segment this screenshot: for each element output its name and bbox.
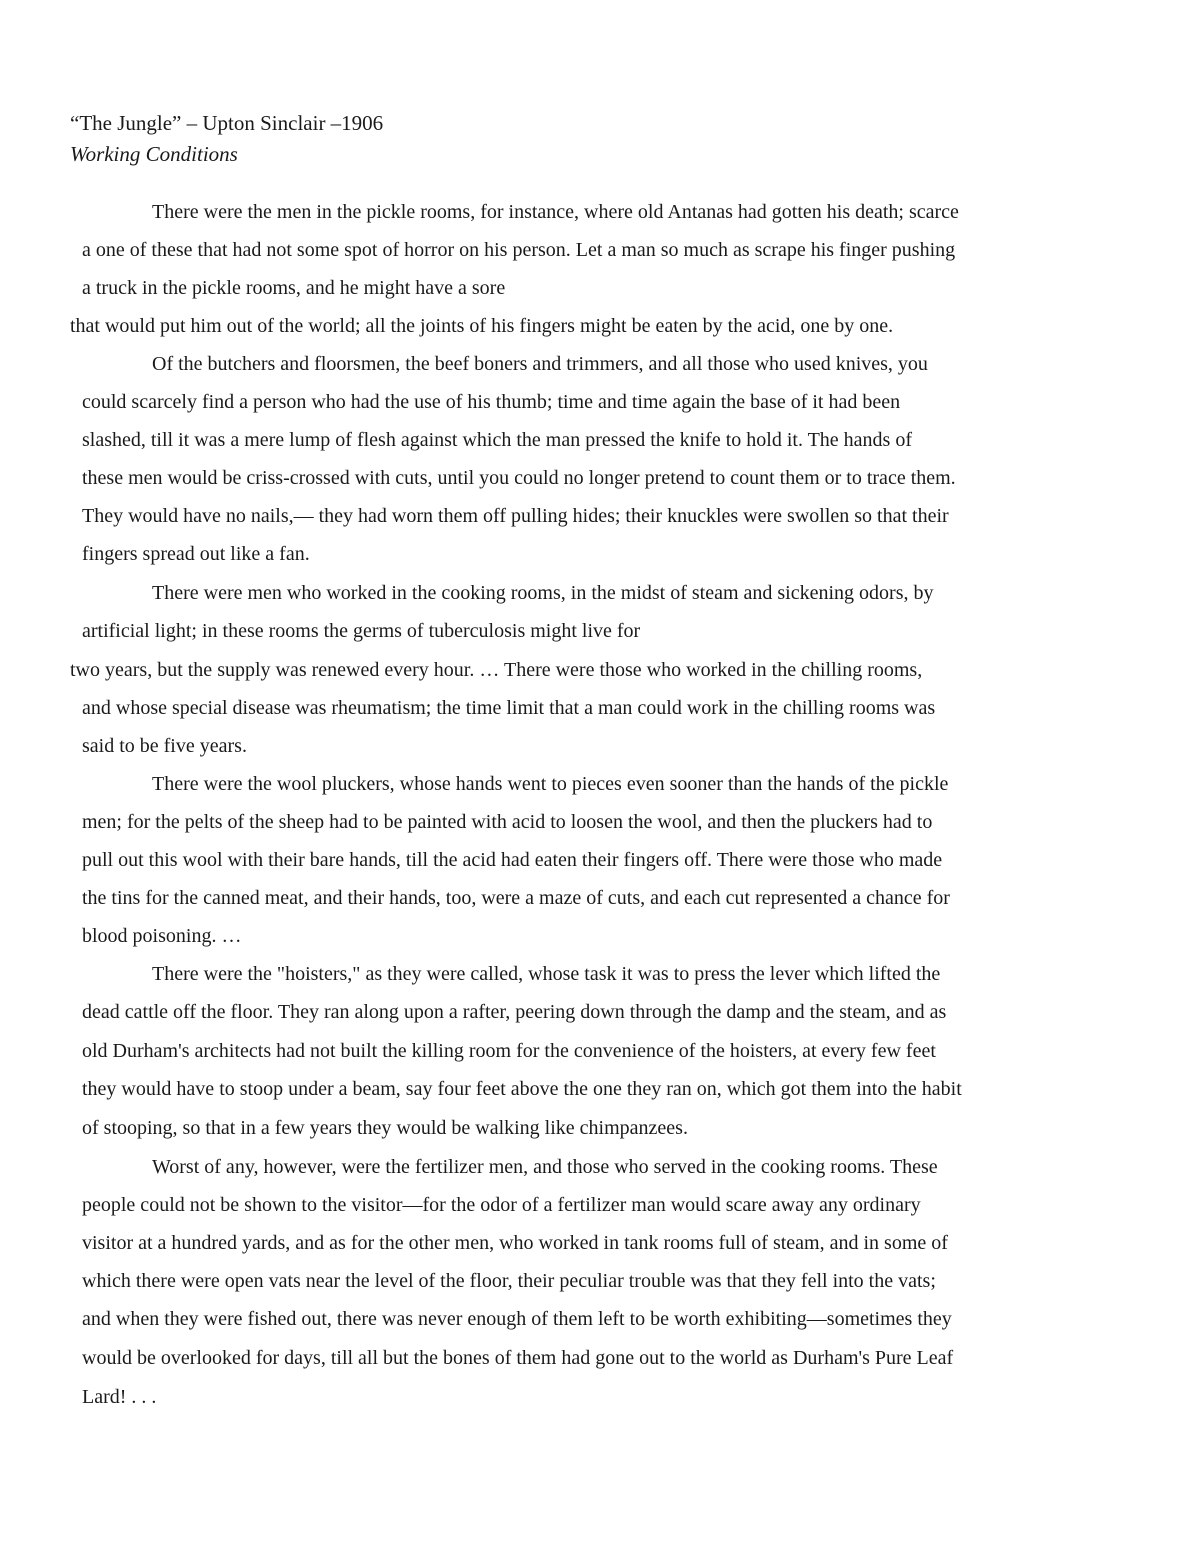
text-line: they would have to stoop under a beam, say four feet above the one they ran on, which got them into the habit <box>82 1078 962 1100</box>
text-line: blood poisoning. … <box>82 925 242 947</box>
text-line: There were the men in the pickle rooms, for instance, where old Antanas had gotten his death; scarce <box>152 201 959 223</box>
text-line: and whose special disease was rheumatism; the time limit that a man could work in the chilling rooms was <box>82 697 936 719</box>
text-line: They would have no nails,— they had worn them off pulling hides; their knuckles were swollen so that their <box>82 505 949 527</box>
text-line: men; for the pelts of the sheep had to be painted with acid to loosen the wool, and then the pluckers had to <box>82 811 933 833</box>
text-line: a one of these that had not some spot of horror on his person. Let a man so much as scrape his finger pushing <box>82 239 956 261</box>
text-line: said to be five years. <box>82 735 247 757</box>
text-line: There were men who worked in the cooking rooms, in the midst of steam and sickening odors, by <box>152 582 934 604</box>
text-line: Worst of any, however, were the fertilizer men, and those who served in the cooking rooms. These <box>152 1156 938 1178</box>
text-line: There were the "hoisters," as they were called, whose task it was to press the lever which lifted the <box>152 963 941 985</box>
text-line: Of the butchers and floorsmen, the beef boners and trimmers, and all those who used knives, you <box>152 353 928 375</box>
text-line: fingers spread out like a fan. <box>82 543 310 565</box>
text-line: these men would be criss-crossed with cuts, until you could no longer pretend to count them or to trace them. <box>82 467 956 489</box>
text-line: which there were open vats near the level of the floor, their peculiar trouble was that they fell into the vats; <box>82 1270 936 1292</box>
text-line: artificial light; in these rooms the germs of tuberculosis might live for <box>82 620 641 642</box>
text-line: of stooping, so that in a few years they would be walking like chimpanzees. <box>82 1117 688 1139</box>
document-title: “The Jungle” – Upton Sinclair –1906 <box>70 111 384 135</box>
text-line: that would put him out of the world; all the joints of his fingers might be eaten by the acid, one by one. <box>70 315 894 337</box>
text-line: a truck in the pickle rooms, and he might have a sore <box>82 277 506 299</box>
text-line: would be overlooked for days, till all but the bones of them had gone out to the world as Durham's Pure Leaf <box>82 1347 954 1369</box>
text-line: could scarcely find a person who had the use of his thumb; time and time again the base of it had been <box>82 391 901 413</box>
text-line: slashed, till it was a mere lump of flesh against which the man pressed the knife to hold it. The hands of <box>82 429 912 451</box>
text-line: the tins for the canned meat, and their hands, too, were a maze of cuts, and each cut represented a chance for <box>82 887 950 909</box>
text-line: and when they were fished out, there was never enough of them left to be worth exhibiting—sometimes they <box>82 1308 952 1330</box>
text-line: two years, but the supply was renewed every hour. … There were those who worked in the chilling rooms, <box>70 659 923 681</box>
text-line: old Durham's architects had not built the killing room for the convenience of the hoisters, at every few feet <box>82 1040 936 1062</box>
text-line: Lard! . . . <box>82 1386 157 1408</box>
text-line: people could not be shown to the visitor—for the odor of a fertilizer man would scare away any ordinary <box>82 1194 921 1216</box>
text-line: There were the wool pluckers, whose hands went to pieces even sooner than the hands of the pickle <box>152 773 949 795</box>
text-line: pull out this wool with their bare hands, till the acid had eaten their fingers off. There were those who made <box>82 849 943 871</box>
text-line: dead cattle off the floor. They ran along upon a rafter, peering down through the damp and the steam, and as <box>82 1001 947 1023</box>
text-line: visitor at a hundred yards, and as for the other men, who worked in tank rooms full of steam, and in some of <box>82 1232 948 1254</box>
document-subtitle: Working Conditions <box>70 142 238 166</box>
